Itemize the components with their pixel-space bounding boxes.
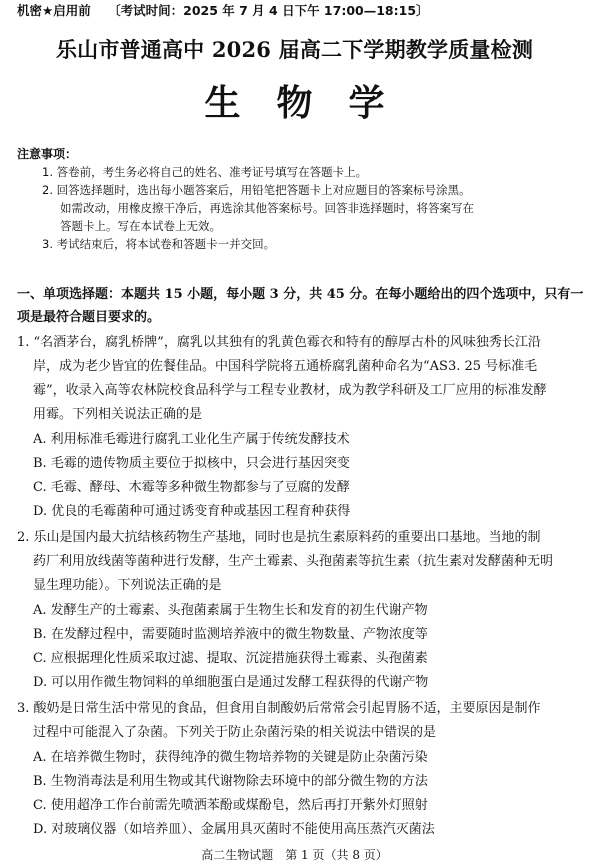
question-2-option-c[interactable]: C. 应根据理化性质采取过滤、提取、沉淀措施获得土霉素、头孢菌素 xyxy=(33,651,428,666)
subject-title: 生物学 xyxy=(204,82,421,124)
question-3-stem: 3. 酸奶是日常生活中常见的食品，但食用自制酸奶后常常会引起胃肠不适，主要原因是制作 xyxy=(17,701,541,716)
question-2-option-a[interactable]: A. 发酵生产的土霉素、头孢菌素属于生物生长和发育的初生代谢产物 xyxy=(33,603,428,618)
section-heading: 一、单项选择题：本题共 15 小题，每小题 3 分，共 45 分。在每小题给出的四个选项中，只有一 xyxy=(17,287,584,302)
question-3-option-c[interactable]: C. 使用超净工作台前需先喷洒苯酚或煤酚皂，然后再打开紫外灯照射 xyxy=(33,798,428,813)
notice-item-1: 1. 答卷前，考生务必将自己的姓名、准考证号填写在答题卡上。 xyxy=(42,165,368,179)
question-1-stem-line: 岸，成为老少皆宜的佐餐佳品。中国科学院将五通桥腐乳菌种命名为“AS3. 25 号标准毛 xyxy=(33,359,538,374)
notice-item-2-line-3: 答题卡上。写在本试卷上无效。 xyxy=(60,219,221,233)
question-2-option-d[interactable]: D. 可以用作微生物饲料的单细胞蛋白是通过发酵工程获得的代谢产物 xyxy=(33,675,429,690)
section-heading-line-2: 项是最符合题目要求的。 xyxy=(17,310,161,325)
notice-item-2-line-2: 如需改动，用橡皮擦干净后，再选涂其他答案标号。回答非选择题时，将答案写在 xyxy=(60,201,474,215)
question-3-option-a[interactable]: A. 在培养微生物时，获得纯净的微生物培养物的关键是防止杂菌污染 xyxy=(33,750,428,765)
exam-title: 乐山市普通高中 2026 届高二下学期教学质量检测 xyxy=(55,37,534,62)
notice-item-3: 3. 考试结束后，将本试卷和答题卡一并交回。 xyxy=(42,237,276,251)
question-1-option-d[interactable]: D. 优良的毛霉菌种可通过诱变育种或基因工程育种获得 xyxy=(33,504,351,519)
question-1-stem-line: 用霉。下列相关说法正确的是 xyxy=(33,407,203,422)
notice-item-2: 2. 回答选择题时，选出每小题答案后，用铅笔把答题卡上对应题目的答案标号涂黑。 xyxy=(42,183,471,197)
question-2-stem-line: 药厂利用放线菌等菌种进行发酵，生产土霉素、头孢菌素等抗生素（抗生素对发酵菌种无明 xyxy=(33,554,554,569)
secrecy-label: 机密★启用前 xyxy=(17,3,91,18)
question-1-stem: 1. “名酒茅台，腐乳桥牌”，腐乳以其独有的乳黄色霉衣和特有的醇厚古朴的风味独秀长江沿 xyxy=(17,335,541,350)
question-1-option-a[interactable]: A. 利用标准毛霉进行腐乳工业化生产属于传统发酵技术 xyxy=(33,432,350,447)
question-1-option-c[interactable]: C. 毛霉、酵母、木霉等多种微生物都参与了豆腐的发酵 xyxy=(33,480,350,495)
question-1-option-b[interactable]: B. 毛霉的遗传物质主要位于拟核中，只会进行基因突变 xyxy=(33,456,350,471)
exam-header xyxy=(17,1,429,19)
notice-heading: 注意事项： xyxy=(17,147,78,161)
exam-time: 〔考试时间：2025 年 7 月 4 日下午 17:00—18:15〕 xyxy=(108,3,429,18)
question-3-option-d[interactable]: D. 对玻璃仪器（如培养皿）、金属用具灭菌时不能使用高压蒸汽灭菌法 xyxy=(33,822,435,837)
page-footer: 高二生物试题 第 1 页（共 8 页） xyxy=(201,848,388,862)
question-3-option-b[interactable]: B. 生物消毒法是利用生物或其代谢物除去环境中的部分微生物的方法 xyxy=(33,774,428,789)
question-3-stem-line: 过程中可能混入了杂菌。下列关于防止杂菌污染的相关说法中错误的是 xyxy=(33,725,437,740)
question-2-option-b[interactable]: B. 在发酵过程中，需要随时监测培养液中的微生物数量、产物浓度等 xyxy=(33,627,428,642)
question-2-stem: 2. 乐山是国内最大抗结核药物生产基地，同时也是抗生素原料药的重要出口基地。当地的制 xyxy=(17,530,541,545)
question-2-stem-line: 显生理功能）。下列说法正确的是 xyxy=(33,578,222,593)
question-1-stem-line: 霉”，收录入高等农林院校食品科学与工程专业教材，成为教学科研及工厂应用的标准发酵 xyxy=(33,383,547,398)
